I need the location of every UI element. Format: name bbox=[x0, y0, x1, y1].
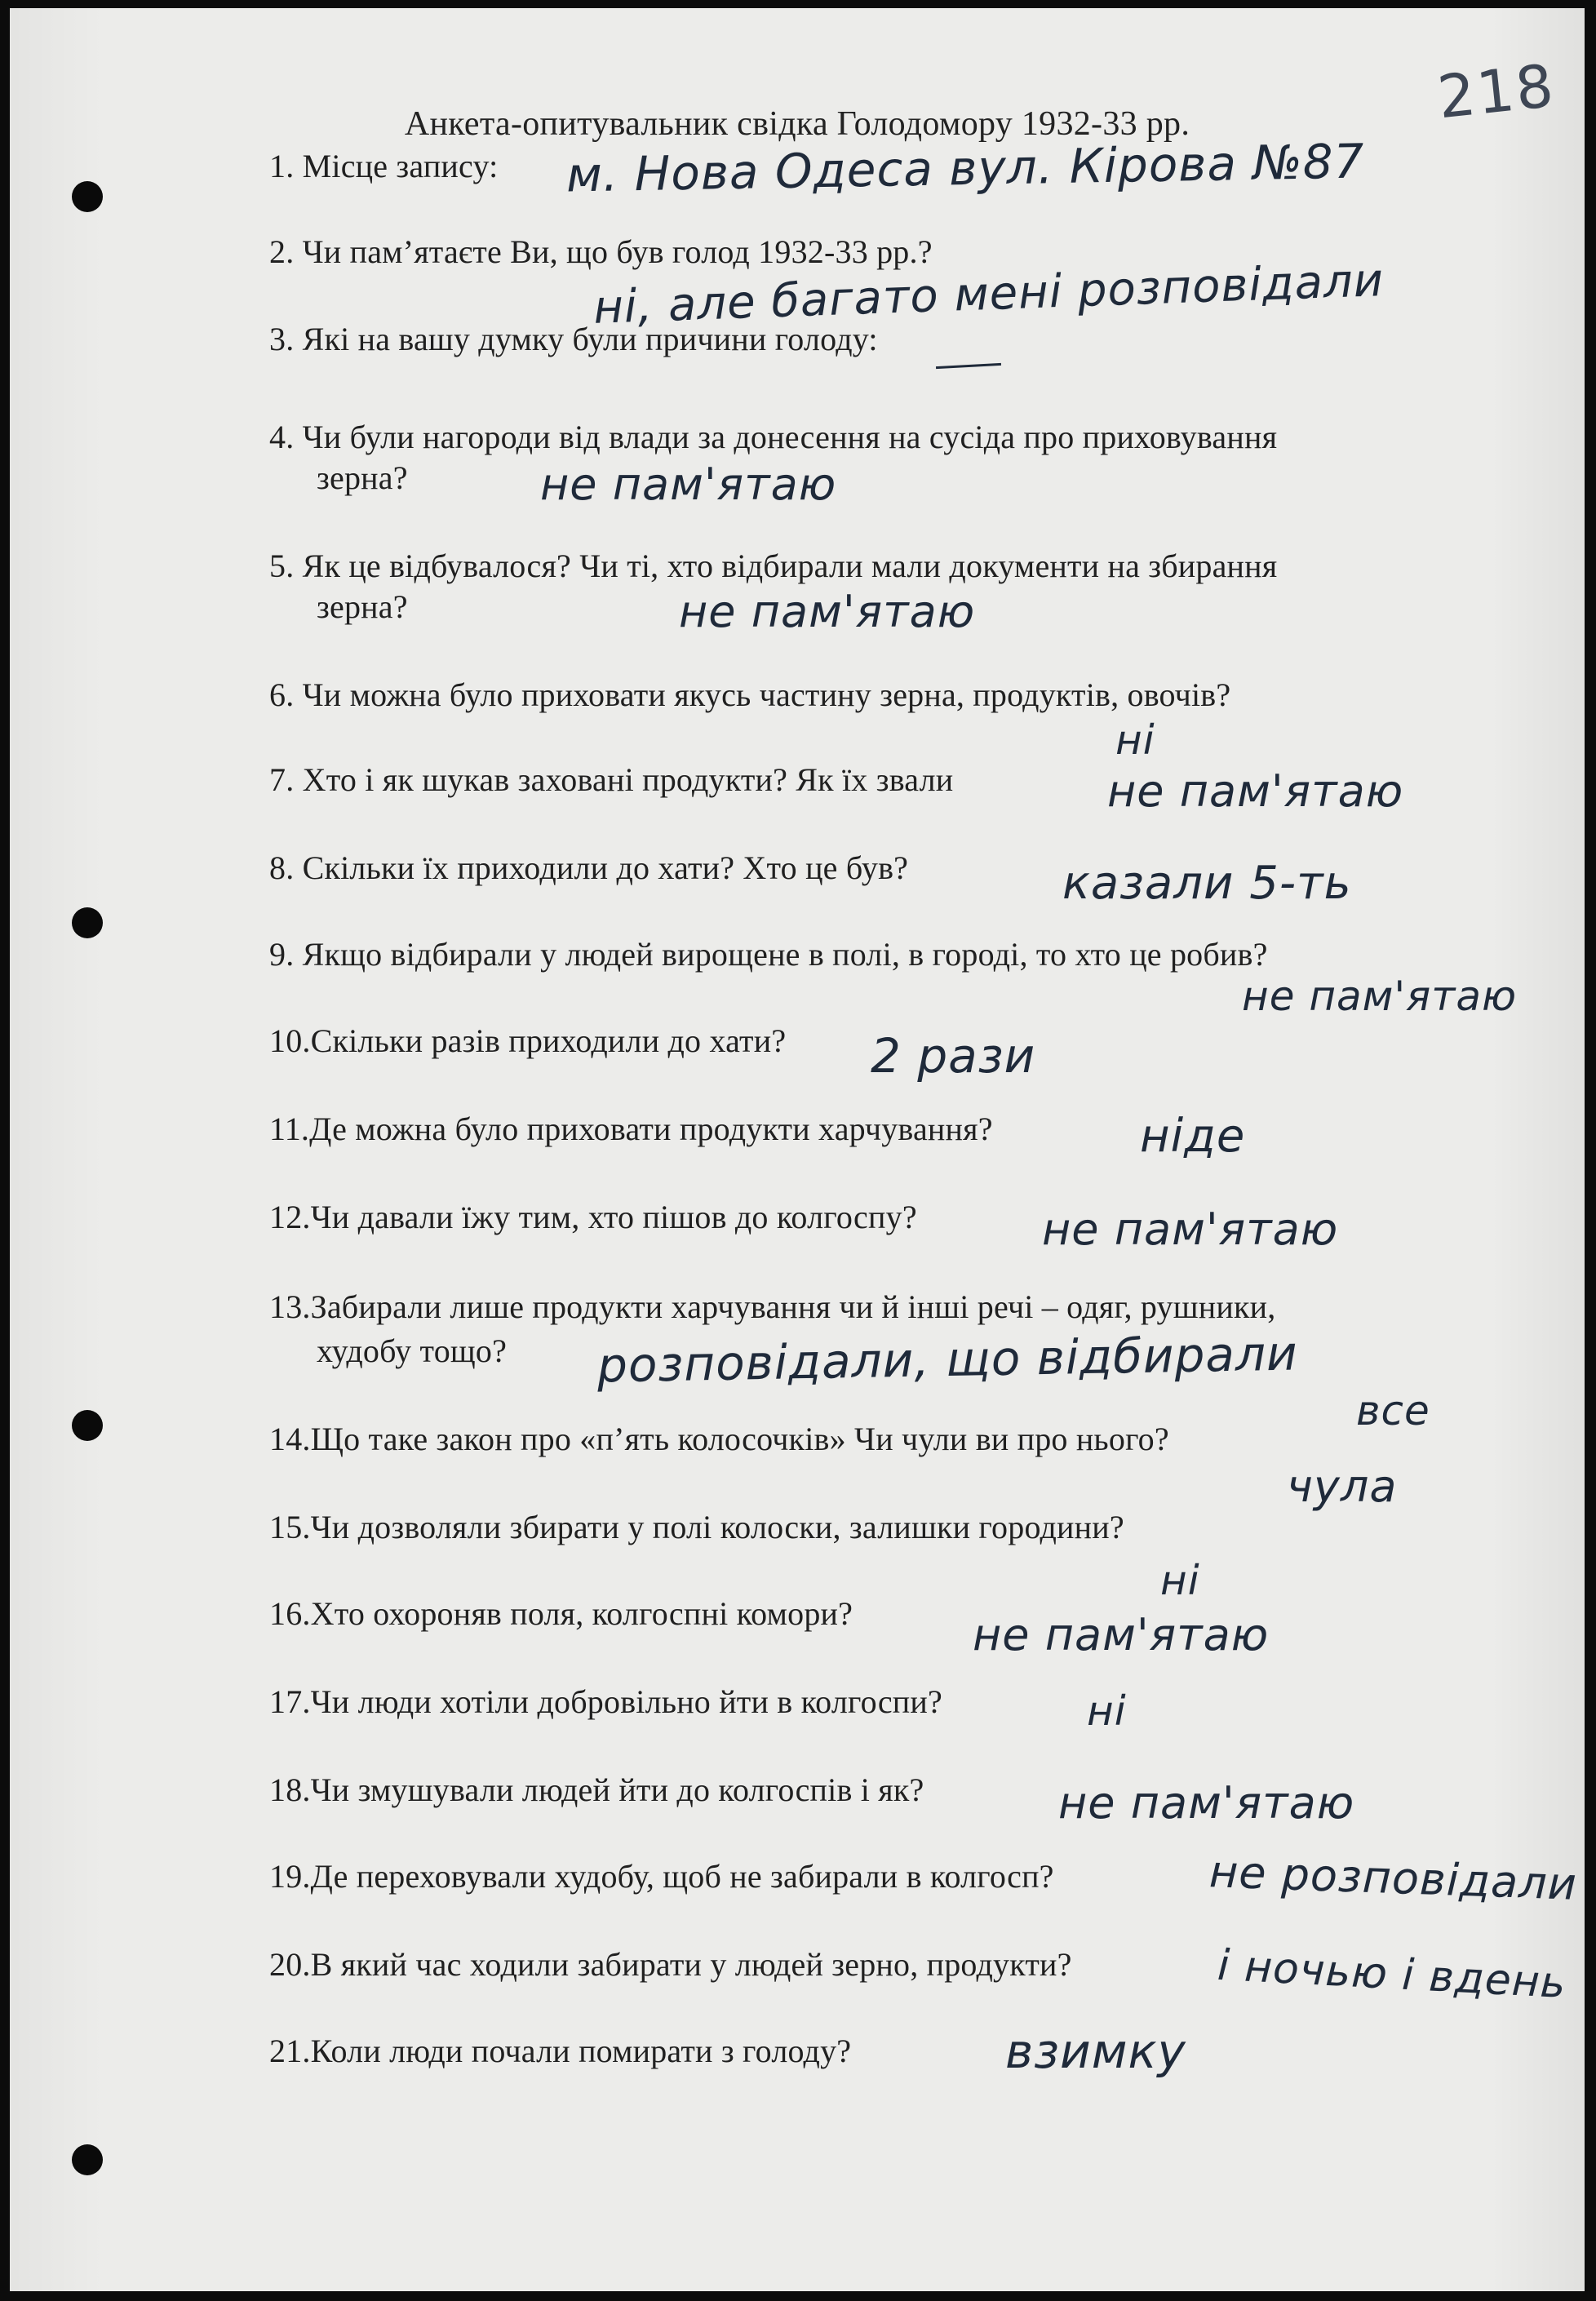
answer-10: 2 рази bbox=[871, 1028, 1036, 1084]
answer-5: не пам'ятаю bbox=[679, 586, 976, 637]
question-9: 9. Якщо відбирали у людей вирощене в полі, в городі, то хто це робив? bbox=[269, 936, 1268, 973]
answer-7: не пам'ятаю bbox=[1107, 765, 1404, 817]
answer-2: ні, але багато мені розповідали bbox=[592, 254, 1385, 335]
answer-19: не розповідали bbox=[1208, 1846, 1578, 1910]
answer-3-dash bbox=[936, 363, 1001, 369]
question-14: 14.Що таке закон про «п’ять колосочків» Чи чули ви про нього? bbox=[269, 1421, 1169, 1457]
question-13: 13.Забирали лише продукти харчування чи й інші речі – одяг, рушники, bbox=[269, 1288, 1276, 1325]
questionnaire-page bbox=[10, 8, 1585, 2291]
answer-13: розповідали, що відбирали bbox=[596, 1325, 1299, 1394]
answer-18: не пам'ятаю bbox=[1058, 1777, 1355, 1829]
question-6: 6. Чи можна було приховати якусь частину зерна, продуктів, овочів? bbox=[269, 676, 1231, 713]
question-17: 17.Чи люди хотіли добровільно йти в колгоспи? bbox=[269, 1683, 942, 1720]
answer-1: м. Нова Одеса вул. Кірова №87 bbox=[565, 133, 1366, 203]
question-3: 3. Які на вашу думку були причини голоду: bbox=[269, 321, 878, 357]
answer-6: ні bbox=[1115, 716, 1155, 764]
answer-15: ні bbox=[1160, 1557, 1200, 1604]
answer-4: не пам'ятаю bbox=[540, 459, 837, 510]
answer-17: ні bbox=[1087, 1687, 1127, 1735]
question-12: 12.Чи давали їжу тим, хто пішов до колгоспу? bbox=[269, 1199, 917, 1235]
question-21: 21.Коли люди почали помирати з голоду? bbox=[269, 2033, 852, 2069]
answer-8: казали 5-ть bbox=[1062, 857, 1352, 910]
question-18: 18.Чи змушували людей йти до колгоспів і як? bbox=[269, 1771, 924, 1808]
question-8: 8. Скільки їх приходили до хати? Хто це був? bbox=[269, 849, 909, 886]
answer-11: ніде bbox=[1140, 1110, 1246, 1163]
question-4: 4. Чи були нагороди від влади за донесення на сусіда про приховування bbox=[269, 419, 1278, 455]
question-19: 19.Де переховували худобу, щоб не забирали в колгосп? bbox=[269, 1858, 1054, 1895]
binder-hole bbox=[72, 1410, 103, 1441]
answer-14: чула bbox=[1287, 1461, 1398, 1512]
question-20: 20.В який час ходили забирати у людей зерно, продукти? bbox=[269, 1946, 1072, 1983]
question-11: 11.Де можна було приховати продукти харчування? bbox=[269, 1111, 993, 1147]
answer-12: не пам'ятаю bbox=[1042, 1204, 1339, 1255]
question-16: 16.Хто охороняв поля, колгоспні комори? bbox=[269, 1595, 853, 1632]
binder-hole bbox=[72, 907, 103, 938]
question-10: 10.Скільки разів приходили до хати? bbox=[269, 1022, 787, 1059]
answer-13b: все bbox=[1356, 1387, 1430, 1434]
question-7: 7. Хто і як шукав заховані продукти? Як їх звали bbox=[269, 761, 954, 798]
answer-9: не пам'ятаю bbox=[1242, 973, 1518, 1020]
question-1: 1. Місце запису: bbox=[269, 148, 499, 184]
binder-hole bbox=[72, 2144, 103, 2175]
answer-20: і ночью і вдень bbox=[1216, 1940, 1567, 2009]
question-15: 15.Чи дозволяли збирати у полі колоски, залишки городини? bbox=[269, 1509, 1124, 1545]
binder-hole bbox=[72, 181, 103, 212]
answer-16: не пам'ятаю bbox=[973, 1609, 1270, 1660]
question-4-cont: зерна? bbox=[317, 459, 408, 496]
question-5-cont: зерна? bbox=[317, 588, 408, 625]
question-2: 2. Чи пам’ятаєте Ви, що був голод 1932-33 рр.? bbox=[269, 233, 933, 270]
question-13-cont: худобу тощо? bbox=[317, 1332, 508, 1369]
archive-number: 218 bbox=[1434, 51, 1558, 132]
page-title: Анкета-опитувальник свідка Голодомору 1932-33 рр. bbox=[404, 105, 1190, 143]
question-5: 5. Як це відбувалося? Чи ті, хто відбирали мали документи на збирання bbox=[269, 548, 1278, 584]
answer-21: взимку bbox=[1005, 2024, 1186, 2079]
